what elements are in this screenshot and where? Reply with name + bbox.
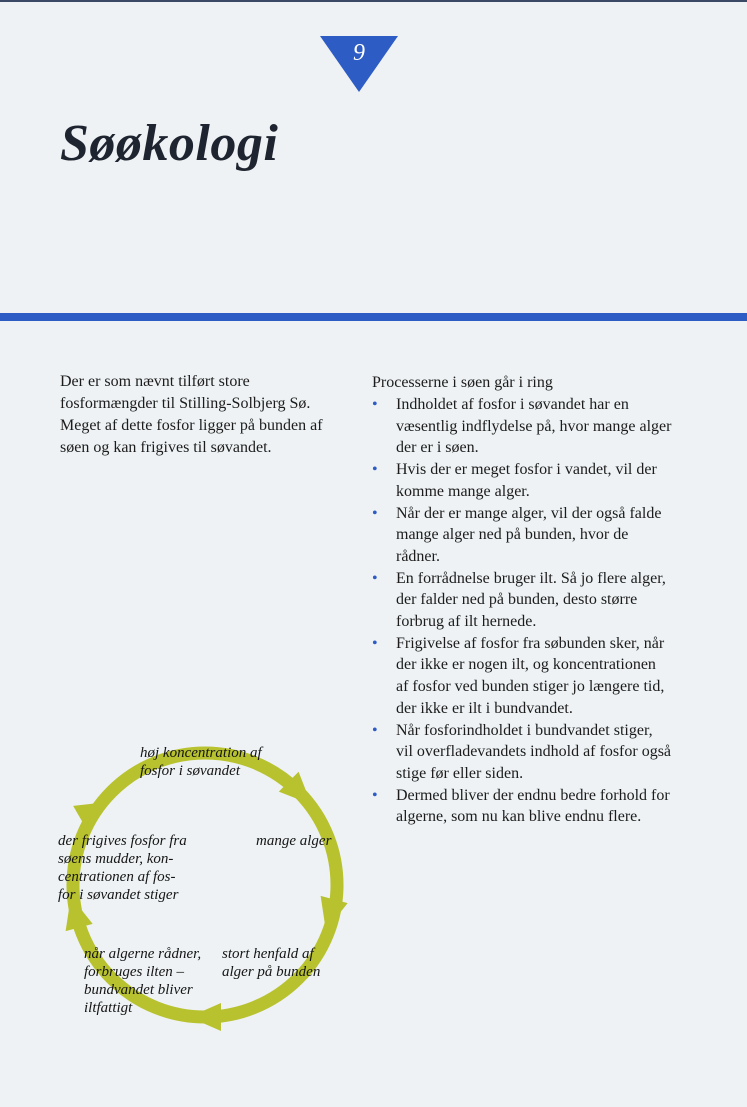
bullet-icon: •	[372, 569, 378, 587]
process-item-text: Hvis der er meget fosfor i vandet, vil der komme mange alger.	[396, 461, 657, 500]
cycle-label-high-phosphorus: høj koncentration af fosfor i søvandet	[140, 745, 262, 779]
page-title: Søøkologi	[60, 115, 279, 172]
cycle-label-phosphorus-release: der frigives fosfor fra søens mudder, kon- centrationen af fos- for i søvandet stiger	[58, 833, 187, 903]
process-item-text: Når der er mange alger, vil der også falde mange alger ned på bunden, hvor de rådner.	[396, 504, 662, 565]
chapter-number: 9	[353, 40, 365, 66]
process-item-text: Frigivelse af fosfor fra søbunden sker, når der ikke er nogen ilt, og koncentrationen af fosfor ved bunden stiger jo længere tid, der ikke er ilt i bundvandet.	[396, 634, 665, 717]
process-item-text: Dermed bliver der endnu bedre forhold for algerne, som nu kan blive endnu flere.	[396, 786, 670, 826]
process-heading: Processerne i søen går i ring	[372, 374, 553, 391]
cycle-label-many-algae: mange alger	[256, 833, 332, 849]
bullet-icon: •	[372, 461, 378, 479]
cycle-label-oxygen-depletion: når algerne rådner, forbruges ilten – bundvandet bliver iltfattigt	[84, 946, 202, 1016]
bullet-icon: •	[372, 634, 378, 652]
bullet-icon: •	[372, 786, 378, 804]
process-item-text: Indholdet af fosfor i søvandet har en væsentlig indflydelse på, hvor mange alger der er i søen.	[396, 396, 672, 457]
bullet-icon: •	[372, 721, 378, 739]
intro-paragraph: Der er som nævnt tilført store fosformængder til Stilling-Solbjerg Sø. Meget af dette fosfor ligger på bunden af søen og kan frigives til søvandet.	[60, 373, 323, 456]
bullet-icon: •	[372, 396, 378, 413]
cycle-label-algae-decay: stort henfald af alger på bunden	[222, 946, 321, 980]
process-item-text: Når fosforindholdet i bundvandet stiger, vil overfladevandets indhold af fosfor også stige før eller siden.	[396, 721, 672, 782]
process-item-text: En forrådnelse bruger ilt. Så jo flere alger, der falder ned på bunden, desto større forbrug af ilt hernede.	[396, 569, 666, 631]
bullet-icon: •	[372, 504, 378, 522]
